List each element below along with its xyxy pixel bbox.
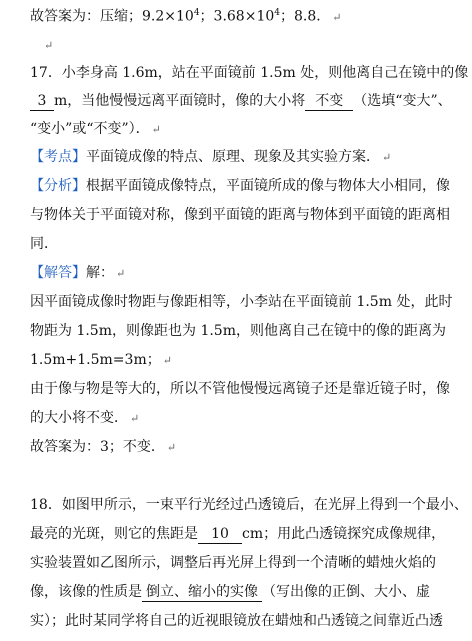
fenxi-text-3: 同． xyxy=(30,236,58,252)
return-mark-icon: ↵ xyxy=(44,39,54,52)
q18-answer-blank-focal-length: 10 xyxy=(198,526,242,544)
kaodian-text: 平面镜成像的特点、原理、现象及其实验方案． xyxy=(86,149,380,165)
jieda-tag: 【解答】 xyxy=(30,265,86,281)
prev-value-1: 9.2×10 xyxy=(142,8,194,25)
solution-text-3: 1.5m+1.5m=3m； xyxy=(30,352,161,368)
solution-line-3 xyxy=(30,350,172,371)
question-17-line-1 xyxy=(30,63,468,83)
q18-stem-line-5: 实）；此时某同学将自己的近视眼镜放在蜡烛和凸透镜之间靠近凸透 xyxy=(30,613,443,629)
prev-value-2: 3.68×10 xyxy=(213,8,275,25)
q17-stem-line-2: m，当他慢慢远离平面镜时，像的大小将 xyxy=(54,93,306,109)
solution-text-4: 由于像与物是等大的，所以不管他慢慢远离镜子还是靠近镜子时，像 xyxy=(30,381,450,397)
fenxi-tag: 【分析】 xyxy=(30,178,86,194)
solution-text-2: 物距为 1.5m，则像距也为 1.5m，则他离自己在镜中的像的距离为 xyxy=(30,323,446,339)
jieda-line xyxy=(30,263,125,284)
return-mark-icon: ↵ xyxy=(130,412,140,425)
fenxi-line-2 xyxy=(30,205,450,225)
question-17-line-3 xyxy=(30,119,161,140)
q18-stem-line-4b: （写出像的正倒、大小、虚 xyxy=(262,584,430,600)
question-18-line-2 xyxy=(30,524,445,544)
solution-text-5: 的大小将不变． xyxy=(30,410,128,426)
return-mark-icon: ↵ xyxy=(166,441,177,454)
q17-stem-line-2-tail: （选填“变大”、 xyxy=(353,93,452,109)
empty-paragraph-line xyxy=(42,35,53,56)
prev-exponent-2: 4 xyxy=(274,8,280,18)
q17-stem-line-3: “变小”或“不变”）． xyxy=(30,121,150,137)
jieda-head: 解： xyxy=(86,265,114,281)
q17-final-answer-line xyxy=(30,437,176,458)
q17-answer-blank-size: 不变 xyxy=(305,93,353,111)
solution-line-1 xyxy=(30,292,452,312)
fenxi-text-2: 与物体关于平面镜对称，像到平面镜的距离与物体到平面镜的距离相 xyxy=(30,207,450,223)
question-18-line-5 xyxy=(30,611,443,631)
prev-separator-2: ； xyxy=(280,8,294,25)
fenxi-line-1 xyxy=(30,176,450,196)
prev-separator-1: ； xyxy=(199,8,214,25)
solution-text-1: 因平面镜成像时物距与像距相等，小李站在平面镜前 1.5m 处，此时 xyxy=(30,294,453,310)
fenxi-text-1: 根据平面镜成像特点，平面镜所成的像与物体大小相同，像 xyxy=(86,178,450,194)
q18-answer-blank-image-nature: 倒立、缩小的实像 xyxy=(142,584,262,602)
fenxi-line-3 xyxy=(30,234,58,254)
question-17-line-2 xyxy=(30,91,452,111)
q18-stem-line-4a: 像，该像的性质是 xyxy=(30,584,142,600)
solution-line-5 xyxy=(30,408,139,429)
return-mark-icon: ↵ xyxy=(382,151,392,164)
solution-line-4 xyxy=(30,379,450,399)
return-mark-icon: ↵ xyxy=(332,10,342,24)
question-18-line-4 xyxy=(30,582,430,602)
q18-stem-line-2a: 最亮的光斑，则它的焦距是 xyxy=(30,526,198,542)
solution-line-2 xyxy=(30,321,446,341)
return-mark-icon: ↵ xyxy=(162,354,172,367)
q17-answer-blank-distance: 3 xyxy=(30,93,54,111)
prev-value-3: 8.8． xyxy=(294,8,331,25)
previous-answer-line xyxy=(30,3,341,28)
q17-final-answer: 故答案为：3；不变． xyxy=(30,439,165,455)
return-mark-icon: ↵ xyxy=(116,267,126,280)
kaodian-tag: 【考点】 xyxy=(30,149,86,165)
q18-stem-line-3: 实验装置如乙图所示，调整后再光屏上得到一个清晰的蜡烛火焰的 xyxy=(30,555,436,571)
q17-stem-line-1: 17．小李身高 1.6m，站在平面镜前 1.5m 处，则他离自己在镜中的像 xyxy=(30,65,469,81)
q18-stem-line-2b: cm；用此凸透镜探究成像规律， xyxy=(242,526,446,542)
question-18-line-3 xyxy=(30,553,436,573)
prev-answer-label: 故答案为：压缩； xyxy=(30,8,142,25)
q18-stem-line-1: 18．如图甲所示，一束平行光经过凸透镜后，在光屏上得到一个最小、 xyxy=(30,497,468,513)
prev-exponent-1: 4 xyxy=(193,8,200,18)
kaodian-line xyxy=(30,147,391,168)
question-18-line-1 xyxy=(30,495,468,515)
return-mark-icon: ↵ xyxy=(151,123,161,136)
